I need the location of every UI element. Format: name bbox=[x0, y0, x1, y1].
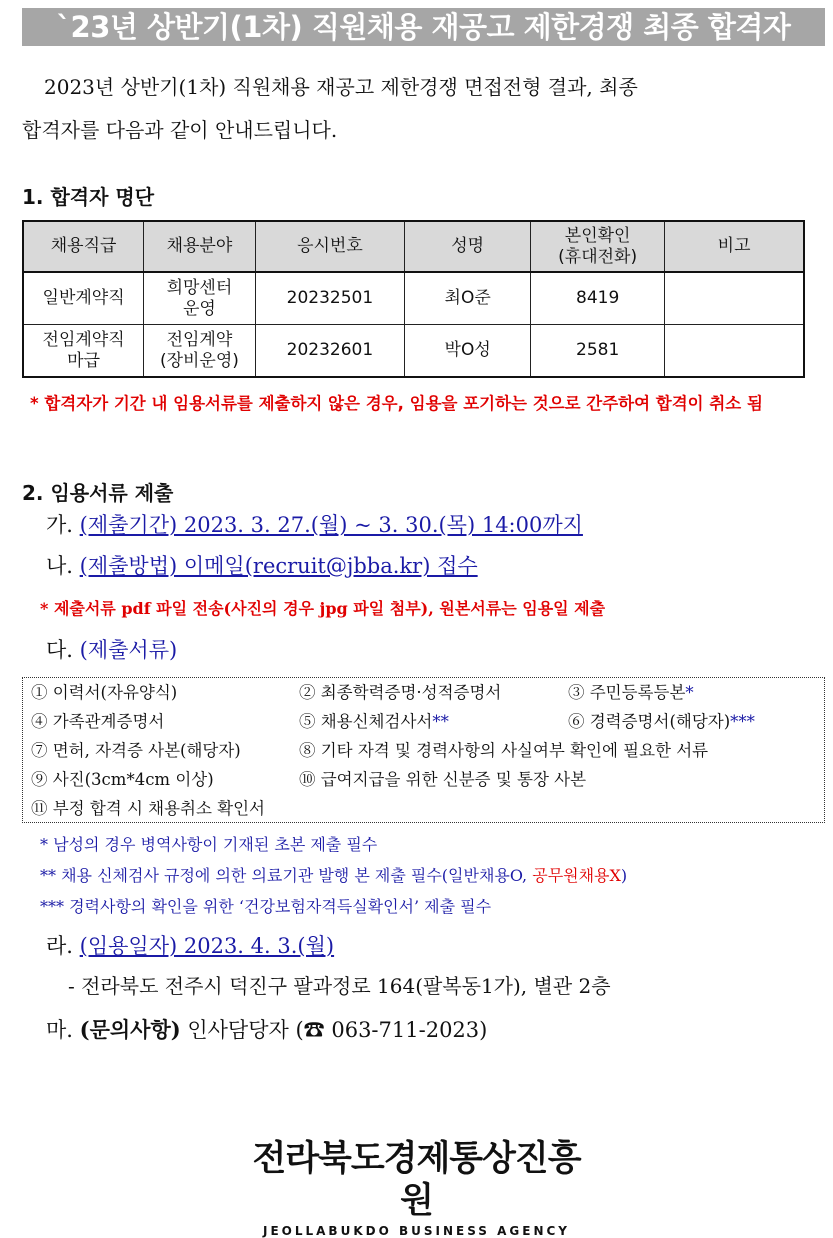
inquiry-label: (문의사항) bbox=[79, 1017, 181, 1042]
cell-position: 일반계약직 bbox=[23, 272, 144, 325]
doc-item-mark: *** bbox=[730, 712, 755, 731]
table-row bbox=[23, 272, 804, 325]
doc-item-mark: * bbox=[685, 683, 694, 702]
documents-box bbox=[22, 677, 825, 823]
item-ma-prefix: 마. bbox=[46, 1018, 73, 1042]
documents-row bbox=[23, 794, 824, 823]
intro-line-1: 2023년 상반기(1차) 직원채용 재공고 제한경쟁 면접전형 결과, 최종 bbox=[44, 75, 638, 99]
item-ga-prefix: 가. bbox=[46, 513, 73, 537]
cancellation-note bbox=[30, 390, 820, 417]
footnote-career: *** 경력사항의 확인을 위한 ‘건강보험자격득실확인서’ 제출 필수 bbox=[40, 897, 492, 916]
submission-method bbox=[46, 550, 478, 580]
header-position: 채용직급 bbox=[23, 221, 144, 272]
phone-icon: ☎ bbox=[303, 1018, 325, 1042]
doc-item bbox=[568, 678, 694, 707]
appointment-date-text: (임용일자) 2023. 4. 3.(월) bbox=[79, 934, 335, 958]
doc-item: ④ 가족관계증명서 bbox=[31, 712, 165, 731]
doc-item: ⑦ 면허, 자격증 사본(해당자) bbox=[31, 741, 241, 760]
cell-remarks bbox=[665, 272, 804, 325]
required-documents-heading bbox=[46, 634, 177, 664]
doc-item bbox=[299, 707, 449, 736]
cell-name: 박O성 bbox=[405, 325, 531, 378]
required-documents-label: (제출서류) bbox=[79, 638, 178, 662]
cell-field: 전임계약 (장비운영) bbox=[144, 325, 255, 378]
header-remarks: 비고 bbox=[665, 221, 804, 272]
doc-item: ⑧ 기타 자격 및 경력사항의 사실여부 확인에 필요한 서류 bbox=[299, 741, 709, 760]
footnote-medical-red: 공무원채용X bbox=[532, 866, 621, 885]
doc-item: ⑩ 급여지급을 위한 신분증 및 통장 사본 bbox=[299, 770, 587, 789]
cell-name: 최O준 bbox=[405, 272, 531, 325]
doc-item: ② 최종학력증명·성적증명서 bbox=[299, 683, 502, 702]
doc-item bbox=[568, 707, 755, 736]
section-1-heading: 1. 합격자 명단 bbox=[22, 185, 155, 209]
address: - 전라북도 전주시 덕진구 팔과정로 164(팔복동1가), 별관 2층 bbox=[68, 974, 611, 998]
item-na-prefix: 나. bbox=[46, 554, 73, 578]
logo-english: JEOLLABUKDO BUSINESS AGENCY bbox=[262, 1224, 570, 1238]
footnote-medical-end: ) bbox=[620, 866, 628, 885]
documents-row bbox=[23, 736, 824, 765]
inquiry bbox=[46, 1014, 487, 1044]
phone-number: 063-711-2023) bbox=[324, 1018, 488, 1042]
doc-item-text: ⑤ 채용신체검사서 bbox=[299, 712, 433, 731]
doc-item: ① 이력서(자유양식) bbox=[31, 683, 178, 702]
page-title: `23년 상반기(1차) 직원채용 재공고 제한경쟁 최종 합격자 bbox=[22, 8, 825, 46]
item-ra-prefix: 라. bbox=[46, 934, 73, 958]
cell-applicant-number: 20232501 bbox=[255, 272, 405, 325]
submission-period bbox=[46, 509, 583, 539]
cell-identity-check: 8419 bbox=[531, 272, 665, 325]
header-applicant-number: 응시번호 bbox=[255, 221, 405, 272]
header-identity-check: 본인확인 (휴대전화) bbox=[531, 221, 665, 272]
footnote-military: * 남성의 경우 병역사항이 기재된 초본 제출 필수 bbox=[40, 835, 378, 854]
pdf-note: * 제출서류 pdf 파일 전송(사진의 경우 jpg 파일 첨부), 원본서류는 임용일 제출 bbox=[40, 599, 606, 618]
intro-line-2: 합격자를 다음과 같이 안내드립니다. bbox=[22, 118, 338, 142]
organization-logo bbox=[244, 1138, 589, 1238]
table-row bbox=[23, 325, 804, 378]
result-table bbox=[22, 220, 805, 378]
cell-applicant-number: 20232601 bbox=[255, 325, 405, 378]
section-2-heading: 2. 임용서류 제출 bbox=[22, 481, 174, 505]
submission-period-text: (제출기간) 2023. 3. 27.(월) ~ 3. 30.(목) 14:00까지 bbox=[79, 513, 583, 537]
item-da-prefix: 다. bbox=[46, 638, 73, 662]
cell-identity-check: 2581 bbox=[531, 325, 665, 378]
documents-row bbox=[23, 707, 824, 736]
cell-field: 희망센터 운영 bbox=[144, 272, 255, 325]
logo-korean: 전라북도경제통상진흥원 bbox=[252, 1139, 581, 1221]
appointment-date bbox=[46, 930, 334, 960]
doc-item-text: ⑥ 경력증명서(해당자) bbox=[568, 712, 731, 731]
cell-position: 전임계약직 마급 bbox=[23, 325, 144, 378]
inquiry-text: 인사담당자 ( bbox=[180, 1018, 304, 1042]
documents-row bbox=[23, 765, 824, 794]
cancellation-note-text: * 합격자가 기간 내 임용서류를 제출하지 않은 경우, 임용을 포기하는 것으로 간주하여 합격이 취소 됨 bbox=[30, 394, 763, 413]
doc-item: ⑨ 사진(3cm*4cm 이상) bbox=[31, 770, 214, 789]
documents-row bbox=[23, 678, 824, 707]
header-field: 채용분야 bbox=[144, 221, 255, 272]
intro-paragraph bbox=[22, 66, 812, 152]
doc-item-mark: ** bbox=[432, 712, 449, 731]
doc-item: ⑪ 부정 합격 시 채용취소 확인서 bbox=[31, 799, 265, 818]
footnote-medical bbox=[40, 860, 627, 891]
header-name: 성명 bbox=[405, 221, 531, 272]
table-header-row bbox=[23, 221, 804, 272]
footnote-medical-text: ** 채용 신체검사 규정에 의한 의료기관 발행 본 제출 필수(일반채용O, bbox=[40, 866, 533, 885]
doc-item-text: ③ 주민등록등본 bbox=[568, 683, 686, 702]
submission-method-text: (제출방법) 이메일(recruit@jbba.kr) 접수 bbox=[79, 554, 478, 578]
cell-remarks bbox=[665, 325, 804, 378]
footnotes bbox=[40, 829, 627, 922]
